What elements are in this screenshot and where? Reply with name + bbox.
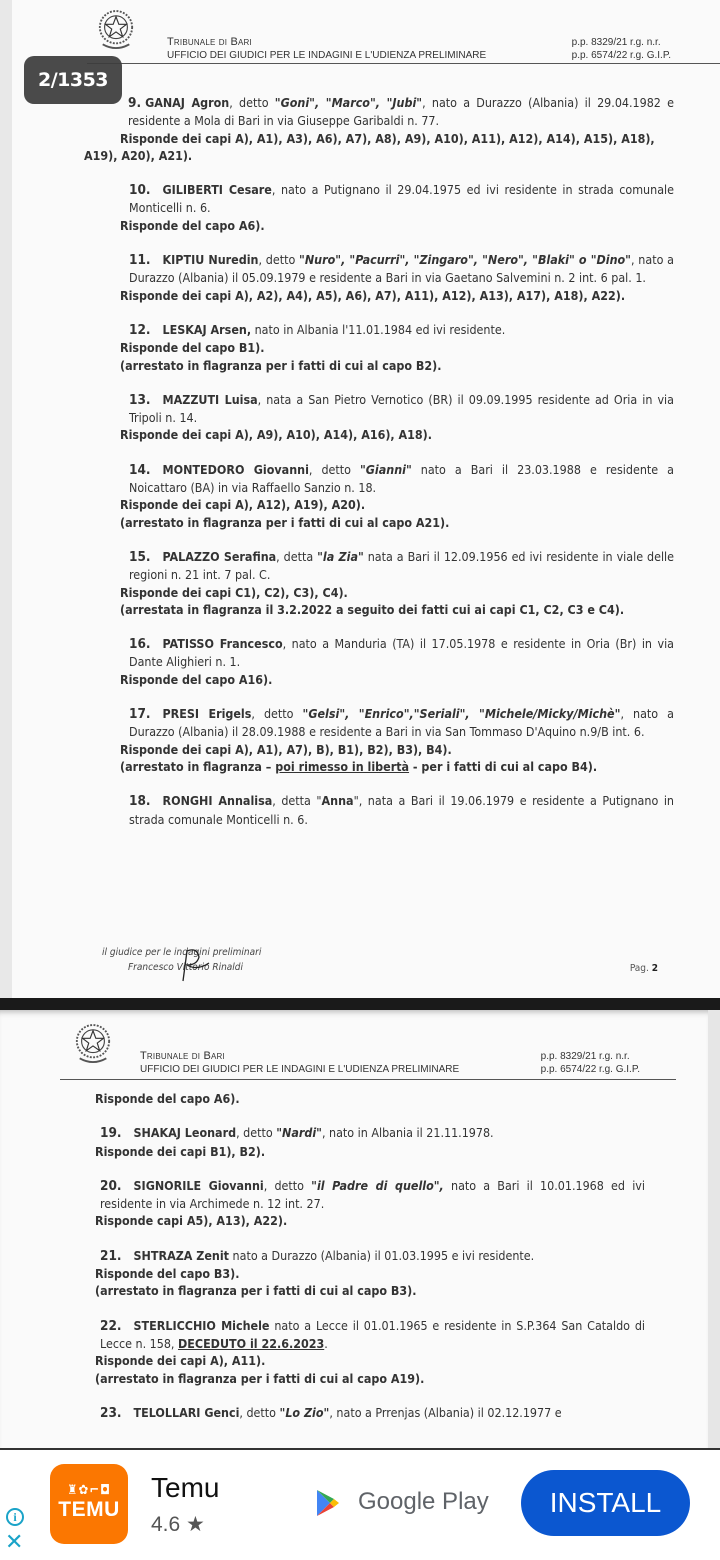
- page-label: Pag.: [629, 963, 649, 974]
- entry-text: , detto: [263, 1177, 312, 1193]
- arrest-note: (arrestata in flagranza il 3.2.2022 a seguito dei fatti cui ai capi C1, C2, C3 e C4).: [120, 601, 625, 617]
- charges: Risponde del capo B3).: [95, 1266, 240, 1282]
- note-text: - per i fatti di cui al capo B4).: [409, 758, 598, 774]
- note-text: (arrestato in flagranza –: [120, 758, 276, 774]
- entry-text: , nato a Durazzo (Albania) il 29.04.1982 e residente a Mola di Bari in via Giuseppe Garibaldi n. 77.: [128, 95, 675, 129]
- defendant-name: MONTEDORO Giovanni: [162, 461, 309, 477]
- court-office: UFFICIO DEI GIUDICI PER LE INDAGINI E L'UDIENZA PRELIMINARE: [167, 50, 487, 61]
- charges: Risponde dei capi A), A11).: [95, 1353, 266, 1369]
- defendant-entry: [84, 792, 674, 828]
- defendant-entry: [55, 1404, 645, 1422]
- app-name[interactable]: Temu: [151, 1472, 220, 1503]
- entry-number: 11.: [129, 252, 151, 269]
- entry-number: 16.: [129, 636, 151, 653]
- entry-text: , nato in Albania il 21.11.1978.: [321, 1125, 494, 1141]
- defendant-entry: [55, 1247, 645, 1300]
- page-header: [60, 1022, 676, 1082]
- entry-text: , detto: [229, 95, 275, 110]
- defendant-name: LESKAJ Arsen,: [162, 321, 252, 337]
- entry-text: nata a Bari il 12.09.1956 ed ivi residente in viale delle regioni n. 21 int. 7 pal. C.: [129, 548, 674, 583]
- nicknames: "il Padre di quello",: [311, 1177, 444, 1193]
- arrest-note: (arrestato in flagranza per i fatti di cui al capo A21).: [120, 514, 450, 530]
- entry-text: , detta: [276, 548, 318, 564]
- italian-emblem-icon: [97, 8, 135, 54]
- entry-text: nato in Albania l'11.01.1984 ed ivi residente.: [251, 321, 506, 337]
- entry-number: 10.: [129, 182, 151, 199]
- entry-text: , detto: [239, 1404, 280, 1420]
- defendant-name: MAZZUTI Luisa: [162, 391, 258, 407]
- charges: Risponde dei capi A), A9), A10), A14), A16), A18).: [120, 427, 433, 443]
- charges: Risponde del capo A6).: [120, 217, 265, 233]
- arrest-note: (arrestato in flagranza per i fatti di cui al capo B2).: [120, 357, 442, 373]
- entry-text: , detto: [236, 1125, 277, 1141]
- defendant-name: RONGHI Annalisa: [162, 793, 273, 809]
- entry-text: , detto: [251, 706, 303, 722]
- defendant-name: PALAZZO Serafina: [162, 548, 277, 564]
- defendant-entry: [84, 635, 674, 688]
- entry-number: 14.: [129, 461, 151, 478]
- defendant-name: PRESI Erigels: [162, 706, 252, 722]
- defendant-list: [84, 94, 674, 845]
- nicknames: "Nuro", "Pacurri", "Zingaro", "Nero", "Blaki" o "Dino": [299, 252, 631, 268]
- store-name: Google Play: [358, 1488, 489, 1515]
- entry-text: , nato a Durazzo (Albania) il 05.09.1979 e residente a Bari in via Gaetano Salvemini n. 2 int. 6 pal. 1.: [129, 252, 674, 286]
- charges: Risponde dei capi B1), B2).: [95, 1143, 266, 1159]
- defendant-name: PATISSO Francesco: [162, 636, 283, 652]
- ad-banner[interactable]: [0, 1448, 720, 1560]
- court-name: Tribunale di Bari: [140, 1050, 225, 1062]
- page-header: [87, 8, 720, 68]
- entry-number: 21.: [100, 1247, 122, 1264]
- defendant-name: GANAJ Agron: [145, 95, 230, 110]
- nicknames: "Gianni": [359, 461, 412, 477]
- document-page-3: [0, 1010, 720, 1448]
- proc-ref-2: p.p. 6574/22 r.g. G.I.P.: [540, 1064, 640, 1075]
- defendant-list: [55, 1090, 645, 1439]
- entry-number: 22.: [100, 1317, 122, 1334]
- ad-close-icon[interactable]: ✕: [5, 1530, 24, 1555]
- defendant-name: SHTRAZA Zenit: [133, 1247, 230, 1263]
- google-play-icon: [316, 1488, 340, 1518]
- nicknames: "Nardi": [276, 1125, 322, 1141]
- entry-text: , nato a Manduria (TA) il 17.05.1978 e residente in Oria (Br) in via Dante Alighieri n. 1.: [129, 636, 675, 670]
- charges: Risponde dei capi A), A12), A19), A20).: [120, 497, 366, 513]
- header-rule: [60, 1079, 676, 1080]
- charges: Risponde dei capi A), A2), A4), A5), A6), A7), A11), A12), A13), A17), A18), A22).: [120, 287, 626, 303]
- defendant-name: SHAKAJ Leonard: [133, 1125, 237, 1141]
- defendant-name: SIGNORILE Giovanni: [133, 1177, 264, 1193]
- entry-number: 13.: [129, 391, 151, 408]
- defendant-entry: [84, 251, 674, 304]
- defendant-name: TELOLLARI Genci: [133, 1404, 240, 1420]
- defendant-entry: [55, 1124, 645, 1160]
- entry-text: , nata a San Pietro Vernotico (BR) il 09.09.1995 residente ad Oria in via Tripoli n. 14.: [129, 391, 674, 426]
- arrest-note: (arrestato in flagranza per i fatti di cui al capo B3).: [95, 1283, 417, 1299]
- proc-ref-2: p.p. 6574/22 r.g. G.I.P.: [571, 50, 671, 61]
- deceased-note: DECEDUTO il 22.6.2023: [178, 1335, 325, 1351]
- defendant-entry: [55, 1317, 645, 1387]
- entry-text: .: [324, 1335, 328, 1351]
- app-rating: 4.6 ★: [151, 1513, 205, 1536]
- charges: Risponde del capo B1).: [120, 340, 265, 356]
- entry-number: 19.: [100, 1125, 122, 1142]
- entry-text: , detta ": [272, 793, 322, 809]
- entry-number: 18.: [129, 793, 151, 810]
- nicknames: Anna: [321, 793, 354, 809]
- defendant-entry: [84, 391, 674, 444]
- proc-ref-1: p.p. 8329/21 r.g. n.r.: [571, 37, 661, 48]
- defendant-entry: [84, 705, 674, 775]
- arrest-note: [84, 758, 674, 775]
- entry-text: nato a Bari il 23.03.1988 e residente a Noicattaro (BA) in via Raffaello Sanzio n. 18.: [129, 461, 674, 496]
- charges: Risponde del capo A16).: [120, 671, 273, 687]
- charges: Risponde capi A5), A13), A22).: [95, 1213, 288, 1229]
- temu-app-icon[interactable]: [50, 1464, 128, 1544]
- defendant-entry: [84, 181, 674, 234]
- defendant-entry: [84, 461, 674, 531]
- defendant-entry: [84, 321, 674, 374]
- court-name: Tribunale di Bari: [167, 36, 252, 48]
- charges: Risponde dei capi C1), C2), C3), C4).: [120, 584, 348, 600]
- defendant-entry: [84, 548, 674, 618]
- signature-icon: [175, 945, 215, 985]
- entry-text: , nato a Durazzo (Albania) il 28.09.1988 e residente a Bari in via San Tommaso D'Aquino n.9/B int. 6.: [129, 706, 674, 740]
- defendant-entry: [55, 1177, 645, 1230]
- entry-number: 20.: [100, 1177, 122, 1194]
- entry-text: ", nata a Bari il 19.06.1979 e residente a Putignano in strada comunale Monticelli n. 6.: [129, 793, 674, 827]
- court-office: UFFICIO DEI GIUDICI PER LE INDAGINI E L'UDIENZA PRELIMINARE: [140, 1064, 460, 1075]
- entry-text: nato a Durazzo (Albania) il 01.03.1995 e ivi residente.: [229, 1247, 535, 1263]
- note-underlined: poi rimesso in libertà: [275, 758, 410, 774]
- page-number: [630, 963, 658, 974]
- entry-text: , nato a Prrenjas (Albania) il 02.12.1977 e: [329, 1404, 562, 1420]
- entry-text: , nato a Putignano il 29.04.1975 ed ivi residente in strada comunale Monticelli n. 6.: [129, 182, 674, 216]
- charges: Risponde dei capi A), A1), A3), A6), A7), A8), A9), A10), A11), A12), A14), A15), A18), A19), A20), A21).: [84, 130, 655, 163]
- page-num-value: 2: [651, 963, 658, 974]
- defendant-name: STERLICCHIO Michele: [133, 1317, 270, 1333]
- page-counter-badge: 2/1353: [24, 56, 122, 104]
- defendant-name: KIPTIU Nuredin: [162, 252, 259, 268]
- entry-text: , detto: [258, 252, 300, 268]
- nicknames: "Lo Zio": [279, 1404, 330, 1420]
- header-rule: [87, 63, 720, 64]
- nicknames: "la Zia": [317, 548, 364, 564]
- entry-text: nato a Lecce il 01.01.1965 e residente in S.P.364 San Cataldo di Lecce n. 158,: [100, 1317, 646, 1351]
- defendant-entry: [84, 94, 674, 164]
- entry-text: nato a Bari il 10.01.1968 ed ivi residente in via Archimede n. 12 int. 27.: [100, 1177, 645, 1212]
- entry-number: 23.: [100, 1404, 122, 1421]
- entry-text: , detto: [308, 461, 360, 477]
- nicknames: "Gelsi", "Enrico","Seriali", "Michele/Micky/Michè": [302, 706, 621, 722]
- ad-info-icon[interactable]: i: [6, 1508, 24, 1526]
- nicknames: "Goni", "Marco", "Jubi": [274, 95, 423, 110]
- entry-number: 17.: [129, 706, 151, 723]
- app-icon-brand: TEMU: [58, 1498, 120, 1521]
- entry-number: 9.: [128, 95, 142, 111]
- judge-name: Francesco Vittorio Rinaldi: [128, 962, 244, 973]
- entry-number: 15.: [129, 548, 151, 565]
- italian-emblem-icon: [74, 1022, 112, 1068]
- install-button[interactable]: INSTALL: [521, 1470, 690, 1536]
- judge-title: il giudice per le indagini preliminari: [102, 947, 262, 958]
- app-icon-glyphs: ♜✿⌐◘: [67, 1483, 111, 1498]
- charges: Risponde del capo A6).: [95, 1091, 240, 1106]
- entry-number: 12.: [129, 321, 151, 338]
- proc-ref-1: p.p. 8329/21 r.g. n.r.: [540, 1051, 630, 1062]
- defendant-name: GILIBERTI Cesare: [162, 182, 272, 198]
- charges: Risponde dei capi A), A1), A7), B), B1), B2), B3), B4).: [120, 741, 452, 757]
- arrest-note: (arrestato in flagranza per i fatti di cui al capo A19).: [95, 1370, 425, 1386]
